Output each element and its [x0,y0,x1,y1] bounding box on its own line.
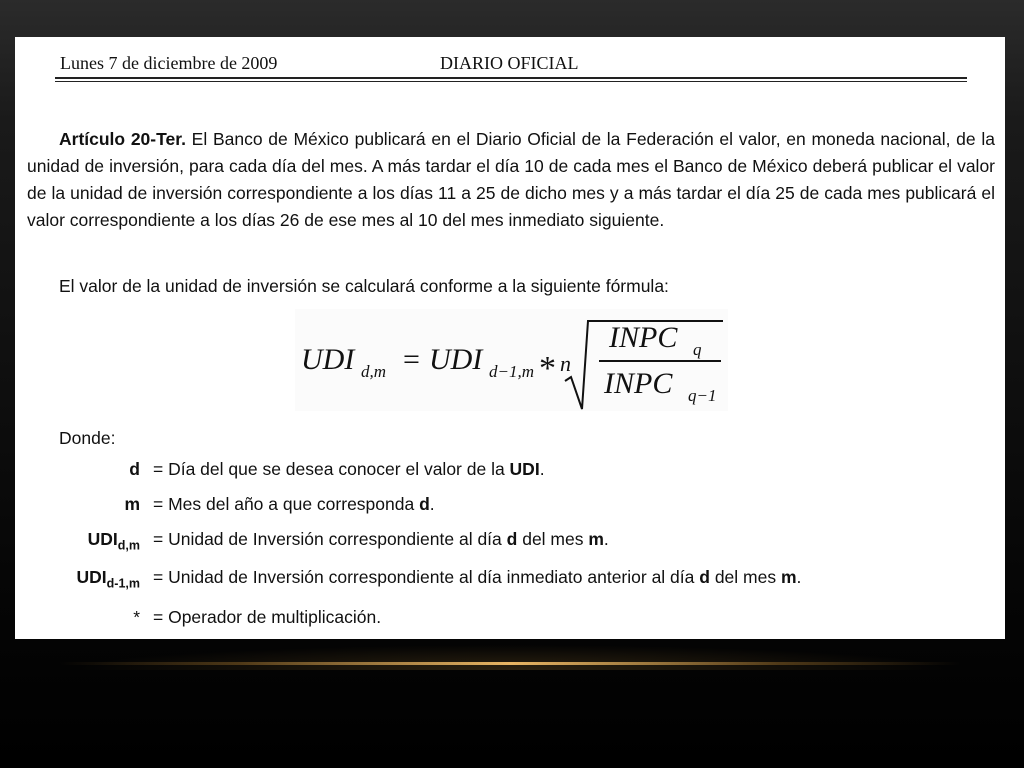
article-title: Artículo 20-Ter. [59,129,186,149]
definition-text: = Unidad de Inversión correspondiente al día d del mes m. [153,529,609,549]
header-date: Lunes 7 de diciembre de 2009 [60,53,278,73]
formula-intro: El valor de la unidad de inversión se calculará conforme a la siguiente fórmula: [59,276,669,296]
bottom-glow-line [60,662,960,665]
definition-symbol: $UDI_{d-1,m}$ [76,567,140,591]
definition-symbol: $UDI_{d,m}$ [87,529,140,553]
formula-lhs: UDI [301,343,355,376]
bottom-glow [0,640,1024,670]
definition-row [15,494,1005,524]
udi-formula [295,309,728,411]
definition-row [15,567,1005,597]
definition-symbol: d [129,459,140,479]
formula-rhs-sub: d−1,m [489,362,534,381]
page-header [60,53,965,73]
definition-text: = Día del que se desea conocer el valor de la UDI. [153,459,545,479]
definition-text: = Unidad de Inversión correspondiente al día inmediato anterior al día d del mes m. [153,567,802,587]
definition-symbol: m [124,494,140,514]
document-page [15,37,1005,639]
article-paragraph [27,126,995,234]
header-rule-thick [55,77,967,79]
formula-lhs-sub: d,m [361,362,387,381]
definition-symbol: * [133,607,140,627]
udi-formula-svg [295,309,728,411]
donde-label: Donde: [59,428,116,448]
formula-equals: = [403,343,420,376]
definition-text: = Mes del año a que corresponda d. [153,494,435,514]
formula-numerator: INPC [609,321,678,354]
formula-denominator-sub: q−1 [688,386,717,405]
article-body: El Banco de México publicará en el Diario Oficial de la Federación el valor, en moneda nacional, de la unidad de inversión, para cada día del mes. A más tardar el día 10 de cada mes el Banco de México deberá publicar el valor de la unidad de inversión correspondiente a los días 11 a 25 de dicho mes y a más tardar el día 25 de cada mes publicará el valor correspondiente a los días 26 de ese mes al 10 del mes inmediato siguiente. [27,129,995,230]
formula-denominator: INPC [604,367,673,400]
definition-row [15,529,1005,559]
definition-text: = Operador de multiplicación. [153,607,382,627]
definition-row [15,607,1005,637]
formula-root-index: n [560,351,571,376]
definition-row [15,459,1005,489]
header-rule-thin [55,81,967,82]
formula-operator: * [539,350,556,387]
formula-rhs: UDI [429,343,483,376]
header-publication: DIARIO OFICIAL [440,53,579,73]
formula-numerator-sub: q [693,340,702,359]
